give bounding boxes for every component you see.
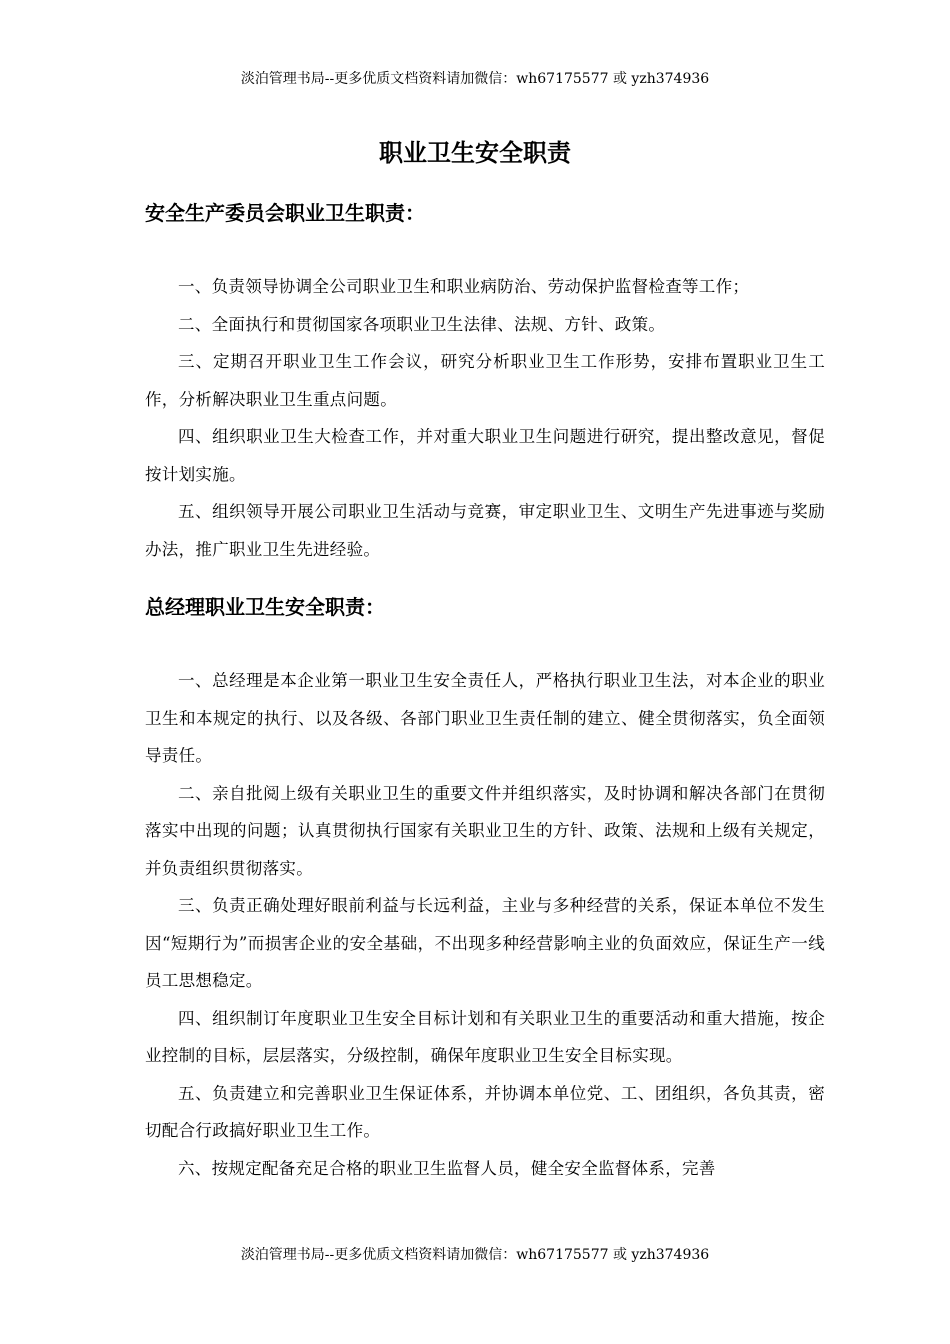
paragraph: 三、定期召开职业卫生工作会议，研究分析职业卫生工作形势，安排布置职业卫生工作，分析解决职业卫生重点问题。 bbox=[145, 352, 825, 409]
section-heading: 总经理职业卫生安全职责： bbox=[145, 595, 385, 619]
section-general-manager bbox=[145, 590, 825, 1187]
paragraph: 六、按规定配备充足合格的职业卫生监督人员，健全安全监督体系，完善 bbox=[178, 1158, 716, 1178]
paragraph: 三、负责正确处理好眼前利益与长远利益，主业与多种经营的关系，保证本单位不发生因“短期行为”而损害企业的安全基础，不出现多种经营影响主业的负面效应，保证生产一线员工思想稳定。 bbox=[145, 896, 825, 990]
paragraph: 一、负责领导协调全公司职业卫生和职业病防治、劳动保护监督检查等工作； bbox=[178, 277, 750, 296]
paragraph: 四、组织制订年度职业卫生安全目标计划和有关职业卫生的重要活动和重大措施，按企业控制的目标，层层落实，分级控制，确保年度职业卫生安全目标实现。 bbox=[145, 1008, 825, 1065]
header-note: 淡泊管理书局--更多优质文档资料请加微信：wh67175577 或 yzh374936 bbox=[240, 71, 710, 87]
footer-note: 淡泊管理书局--更多优质文档资料请加微信：wh67175577 或 yzh374936 bbox=[240, 1247, 710, 1263]
paragraph: 二、亲自批阅上级有关职业卫生的重要文件并组织落实，及时协调和解决各部门在贯彻落实中出现的问题；认真贯彻执行国家有关职业卫生的方针、政策、法规和上级有关规定，并负责组织贯彻落实。 bbox=[145, 783, 825, 878]
paragraph: 一、总经理是本企业第一职业卫生安全责任人，严格执行职业卫生法，对本企业的职业卫生和本规定的执行、以及各级、各部门职业卫生责任制的建立、健全贯彻落实，负全面领导责任。 bbox=[145, 671, 825, 765]
section-heading: 安全生产委员会职业卫生职责： bbox=[145, 201, 425, 225]
paragraph: 四、组织职业卫生大检查工作，并对重大职业卫生问题进行研究，提出整改意见，督促按计划实施。 bbox=[145, 427, 825, 484]
paragraph: 五、组织领导开展公司职业卫生活动与竞赛，审定职业卫生、文明生产先进事迹与奖励办法，推广职业卫生先进经验。 bbox=[145, 502, 825, 559]
paragraph: 五、负责建立和完善职业卫生保证体系，并协调本单位党、工、团组织，各负其责，密切配合行政搞好职业卫生工作。 bbox=[145, 1083, 825, 1140]
paragraph: 二、全面执行和贯彻国家各项职业卫生法律、法规、方针、政策。 bbox=[178, 314, 666, 334]
document-title: 职业卫生安全职责 bbox=[379, 139, 571, 167]
section-safety-committee bbox=[145, 196, 825, 568]
